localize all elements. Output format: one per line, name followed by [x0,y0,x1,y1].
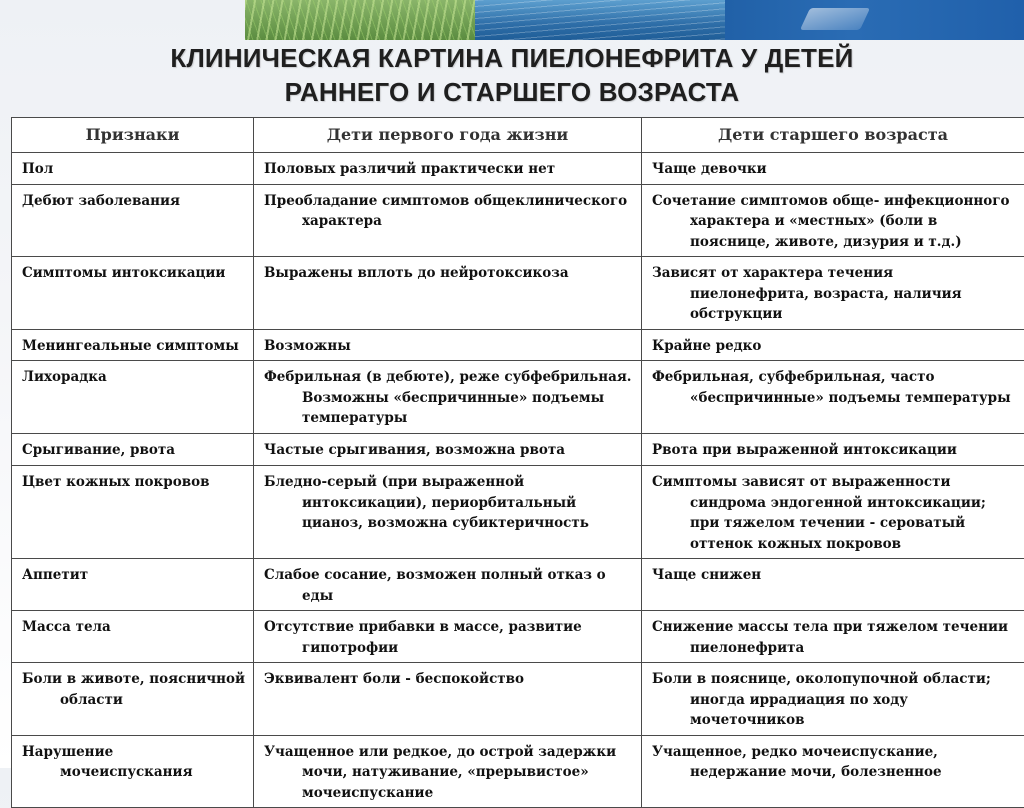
sign-cell [12,434,254,466]
boat-decoration [800,8,870,30]
infant-cell [254,434,642,466]
older-text: Фебрильная, субфебрильная, часто «беспричинные» подъемы температуры [652,367,1016,408]
infant-cell [254,257,642,330]
table-row [12,559,1024,611]
sign-cell [12,329,254,361]
older-cell [642,611,1024,663]
older-text: Симптомы зависят от выраженности синдрома эндогенной интоксикации; при тяжелом течении - сероватый оттенок кожных покровов [652,472,1016,554]
grass-decoration [245,0,475,40]
header-banner [245,0,1024,40]
older-cell [642,466,1024,559]
infant-text: Частые срыгивания, возможна рвота [264,440,633,461]
sign-cell [12,257,254,330]
older-text: Рвота при выраженной интоксикации [652,440,1016,461]
older-cell [642,257,1024,330]
sign-text: Менингеальные симптомы [22,336,245,357]
infant-cell [254,611,642,663]
table-row [12,153,1024,185]
infant-text: Отсутствие прибавки в массе, развитие гипотрофии [264,617,633,658]
sign-text: Боли в животе, поясничной области [22,669,245,710]
older-cell [642,735,1024,808]
sign-text: Масса тела [22,617,245,638]
older-text: Чаще снижен [652,565,1016,586]
older-text: Крайне редко [652,336,1016,357]
sign-text: Аппетит [22,565,245,586]
table-row [12,184,1024,257]
sign-text: Срыгивание, рвота [22,440,245,461]
table-row [12,466,1024,559]
table-header-row [12,118,1024,153]
older-text: Боли в пояснице, околопупочной области; иногда иррадиация по ходу мочеточников [652,669,1016,731]
table-row [12,257,1024,330]
infant-cell [254,466,642,559]
sign-cell [12,361,254,434]
infant-text: Фебрильная (в дебюте), реже субфебрильная. Возможны «беспричинные» подъемы температуры [264,367,633,429]
sign-cell [12,184,254,257]
table-row [12,361,1024,434]
sign-text: Лихорадка [22,367,245,388]
infant-text: Бледно-серый (при выраженной интоксикации), периорбитальный цианоз, возможна субиктеричность [264,472,633,534]
sign-cell [12,153,254,185]
sign-text: Цвет кожных покровов [22,472,245,493]
table-row [12,663,1024,736]
infant-cell [254,361,642,434]
older-text: Снижение массы тела при тяжелом течении пиелонефрита [652,617,1016,658]
older-text: Сочетание симптомов обще- инфекционного характера и «местных» (боли в пояснице, животе, дизурия и т.д.) [652,191,1016,253]
slide-title-line-1: КЛИНИЧЕСКАЯ КАРТИНА ПИЕЛОНЕФРИТА У ДЕТЕЙ [0,41,1024,75]
infant-cell [254,329,642,361]
sign-text: Пол [22,159,245,180]
older-cell [642,329,1024,361]
sign-text: Нарушение мочеиспускания [22,742,245,783]
older-text: Зависят от характера течения пиелонефрита, возраста, наличия обструкции [652,263,1016,325]
header-signs: Признаки [12,118,254,153]
older-cell [642,153,1024,185]
sign-cell [12,466,254,559]
older-cell [642,361,1024,434]
water-decoration [475,0,725,40]
infant-text: Преобладание симптомов общеклинического характера [264,191,633,232]
older-text: Чаще девочки [652,159,1016,180]
older-cell [642,559,1024,611]
sign-cell [12,735,254,808]
infant-cell [254,153,642,185]
sign-cell [12,663,254,736]
table-row [12,434,1024,466]
older-cell [642,434,1024,466]
older-cell [642,663,1024,736]
clinical-comparison-table [11,117,1024,808]
table-row [12,611,1024,663]
sign-cell [12,559,254,611]
table-row [12,735,1024,808]
table-row [12,329,1024,361]
sign-text: Симптомы интоксикации [22,263,245,284]
infant-cell [254,184,642,257]
infant-cell [254,735,642,808]
infant-text: Слабое сосание, возможен полный отказ о еды [264,565,633,606]
sign-text: Дебют заболевания [22,191,245,212]
older-text: Учащенное, редко мочеиспускание, недержание мочи, болезненное [652,742,1016,783]
header-older-children: Дети старшего возраста [642,118,1024,153]
infant-cell [254,559,642,611]
slide-title-line-2: РАННЕГО И СТАРШЕГО ВОЗРАСТА [0,75,1024,109]
infant-text: Возможны [264,336,633,357]
sign-cell [12,611,254,663]
infant-text: Половых различий практически нет [264,159,633,180]
infant-text: Эквивалент боли - беспокойство [264,669,633,690]
header-infants: Дети первого года жизни [254,118,642,153]
older-cell [642,184,1024,257]
infant-text: Выражены вплоть до нейротоксикоза [264,263,633,284]
infant-text: Учащенное или редкое, до острой задержки мочи, натуживание, «прерывистое» мочеиспускание [264,742,633,804]
infant-cell [254,663,642,736]
